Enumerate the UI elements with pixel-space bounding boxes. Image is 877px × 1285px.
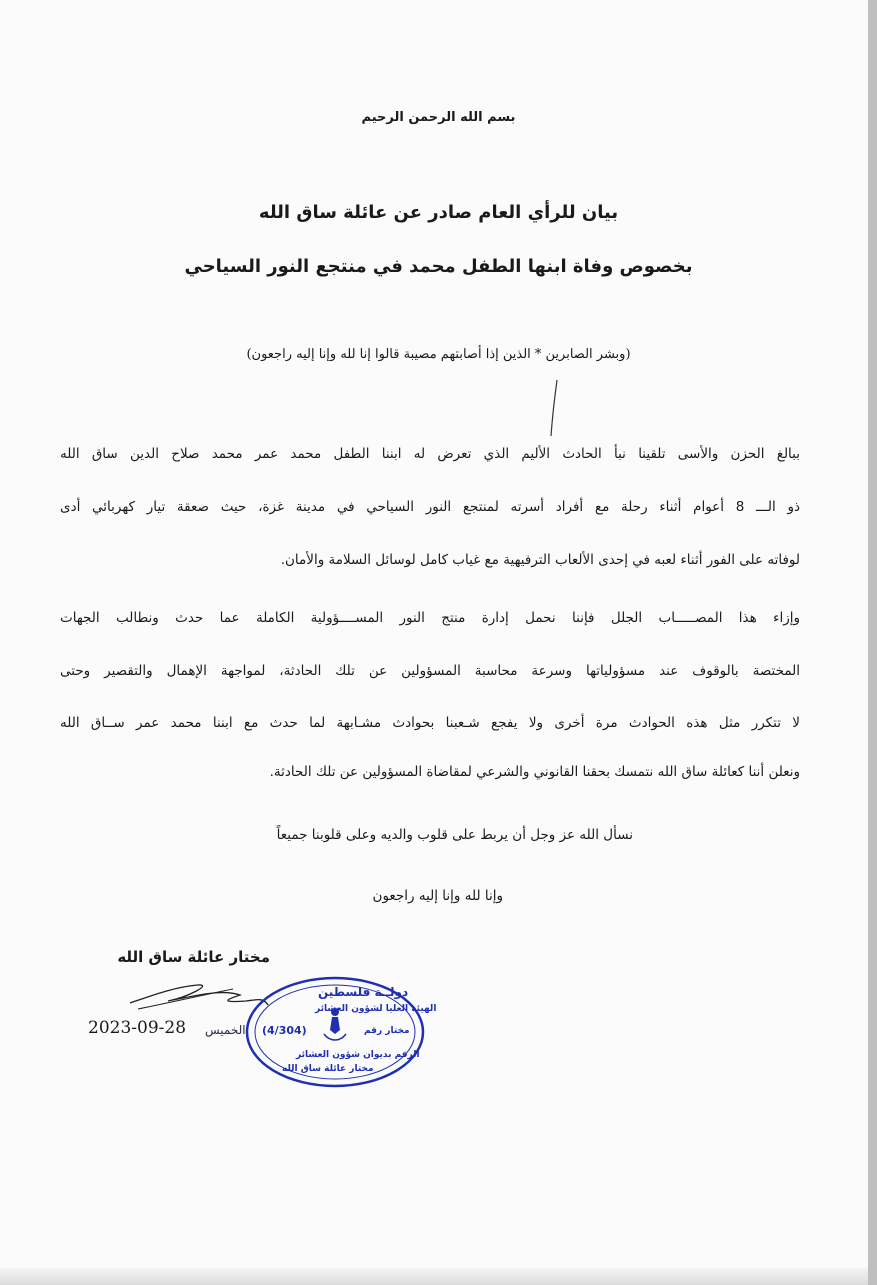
quran-verse: (وبشر الصابرين * الذين إذا أصابتهم مصيبة قالوا إنا لله وإنا إليه راجعون) (246, 347, 631, 362)
signatory-title: مختار عائلة ساق الله (117, 948, 270, 966)
paragraph2-line2: المختصة بالوقوف عند مسؤولياتها وسرعة محاسبة المسؤولين عن تلك الحادثة، لمواجهة الإهمال والتقصير وحتى (60, 663, 800, 679)
istirja-line: وإنا لله وإنا إليه راجعون (372, 888, 503, 904)
statement-subtitle: بخصوص وفاة ابنها الطفل محمد في منتجع النور السياحي (184, 256, 693, 277)
paragraph1-line2: ذو الـــ 8 أعوام أثناء رحلة مع أفراد أسرته لمنتجع النور السياحي في مدينة غزة، حيث صعقة تيار كهربائي أدى (60, 499, 800, 515)
paragraph2-line1: وإزاء هذا المصـــــاب الجلل فإننا نحمل إدارة منتج النور المســــؤولية الكاملة عما حدث ونطالب الجهات (60, 610, 800, 626)
document-date: 2023-09-28 (88, 1018, 187, 1038)
stamp-registry: الرقم بديوان شؤون العشائر (296, 1050, 420, 1060)
stamp-authority: الهيئة العليا لشؤون العشائر (315, 1004, 437, 1014)
prayer-line: نسأل الله عز وجل أن يربط على قلوب والديه وعلى قلوبنا جميعاً (276, 827, 633, 843)
stamp-state-name: دولــة فلسطين (318, 985, 409, 999)
paragraph2-line4: ونعلن أننا كعائلة ساق الله نتمسك بحقنا القانوني والشرعي لمقاضاة المسؤولين عن تلك الحادثة. (269, 764, 800, 780)
stamp-number: (4/304) (262, 1024, 307, 1037)
pen-stroke-mark (548, 378, 560, 438)
page-edge-shadow (868, 0, 877, 1285)
paragraph1-line1: ببالغ الحزن والأسى تلقينا نبأ الحادث الأليم الذي تعرض له ابننا الطفل محمد عمر محمد صلاح الدين ساق الله (60, 446, 800, 462)
paragraph2-line3: لا تتكرر مثل هذه الحوادث مرة أخرى ولا يفجع شـعبنا بحوادث مشـابهة لما حدث مع ابننا محمد عمر ســاق الله (60, 715, 800, 731)
basmala: بسم الله الرحمن الرحيم (361, 110, 516, 125)
page-bottom-shadow (0, 1268, 868, 1285)
statement-title: بيان للرأي العام صادر عن عائلة ساق الله (258, 202, 619, 223)
stamp-family-name: مختار عائلة ساق الله (282, 1064, 374, 1074)
weekday: الخميس (205, 1023, 246, 1037)
stamp-mukhtar-number-label: مختار رقم (364, 1026, 410, 1036)
paragraph1-line3: لوفاته على الفور أثناء لعبه في إحدى الألعاب الترفيهية مع غياب كامل لوسائل السلامة والأمان. (280, 552, 800, 568)
